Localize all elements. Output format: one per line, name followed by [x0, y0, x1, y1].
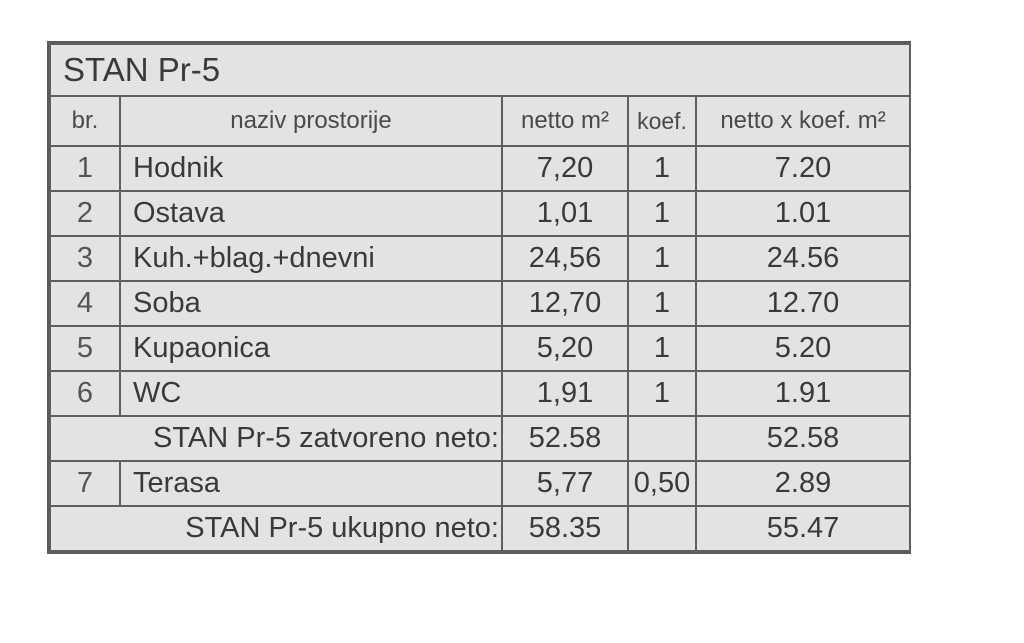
closed-total-koef-empty	[628, 416, 696, 461]
room-area-table	[49, 43, 911, 552]
room-koef: 1	[628, 326, 696, 371]
room-area-table-sheet	[47, 41, 911, 554]
room-number: 6	[50, 371, 120, 416]
room-name: Ostava	[120, 191, 502, 236]
header-total: netto x koef. m²	[696, 96, 910, 146]
room-number: 5	[50, 326, 120, 371]
room-total: 7.20	[696, 146, 910, 191]
table-row	[50, 236, 910, 281]
room-name: Hodnik	[120, 146, 502, 191]
closed-total-netto: 52.58	[502, 416, 628, 461]
header-koef: koef.	[628, 96, 696, 146]
room-name: Kupaonica	[120, 326, 502, 371]
room-number: 2	[50, 191, 120, 236]
room-name: Terasa	[120, 461, 502, 506]
room-number: 3	[50, 236, 120, 281]
table-title-row	[50, 44, 910, 96]
room-koef: 1	[628, 371, 696, 416]
grand-total-netto: 58.35	[502, 506, 628, 551]
header-name: naziv prostorije	[120, 96, 502, 146]
room-total: 1.91	[696, 371, 910, 416]
header-netto: netto m²	[502, 96, 628, 146]
room-koef: 1	[628, 146, 696, 191]
room-total: 5.20	[696, 326, 910, 371]
table-row	[50, 146, 910, 191]
closed-total-label: STAN Pr-5 zatvoreno neto:	[50, 416, 502, 461]
room-koef: 1	[628, 281, 696, 326]
room-name: Soba	[120, 281, 502, 326]
room-netto: 24,56	[502, 236, 628, 281]
room-number: 4	[50, 281, 120, 326]
closed-total-total: 52.58	[696, 416, 910, 461]
table-title: STAN Pr-5	[50, 44, 910, 96]
table-row	[50, 281, 910, 326]
room-netto: 5,20	[502, 326, 628, 371]
room-netto: 1,01	[502, 191, 628, 236]
grand-total-koef-empty	[628, 506, 696, 551]
grand-total-total: 55.47	[696, 506, 910, 551]
grand-total-row	[50, 506, 910, 551]
room-netto: 1,91	[502, 371, 628, 416]
room-number: 7	[50, 461, 120, 506]
room-number: 1	[50, 146, 120, 191]
room-koef: 0,50	[628, 461, 696, 506]
room-koef: 1	[628, 236, 696, 281]
room-name: WC	[120, 371, 502, 416]
table-row	[50, 326, 910, 371]
room-total: 2.89	[696, 461, 910, 506]
room-name: Kuh.+blag.+dnevni	[120, 236, 502, 281]
room-total: 24.56	[696, 236, 910, 281]
table-header-row	[50, 96, 910, 146]
room-total: 1.01	[696, 191, 910, 236]
room-koef: 1	[628, 191, 696, 236]
header-br: br.	[50, 96, 120, 146]
table-row	[50, 371, 910, 416]
room-netto: 12,70	[502, 281, 628, 326]
terrace-row	[50, 461, 910, 506]
grand-total-label: STAN Pr-5 ukupno neto:	[50, 506, 502, 551]
room-netto: 5,77	[502, 461, 628, 506]
room-netto: 7,20	[502, 146, 628, 191]
closed-total-row	[50, 416, 910, 461]
table-row	[50, 191, 910, 236]
room-total: 12.70	[696, 281, 910, 326]
